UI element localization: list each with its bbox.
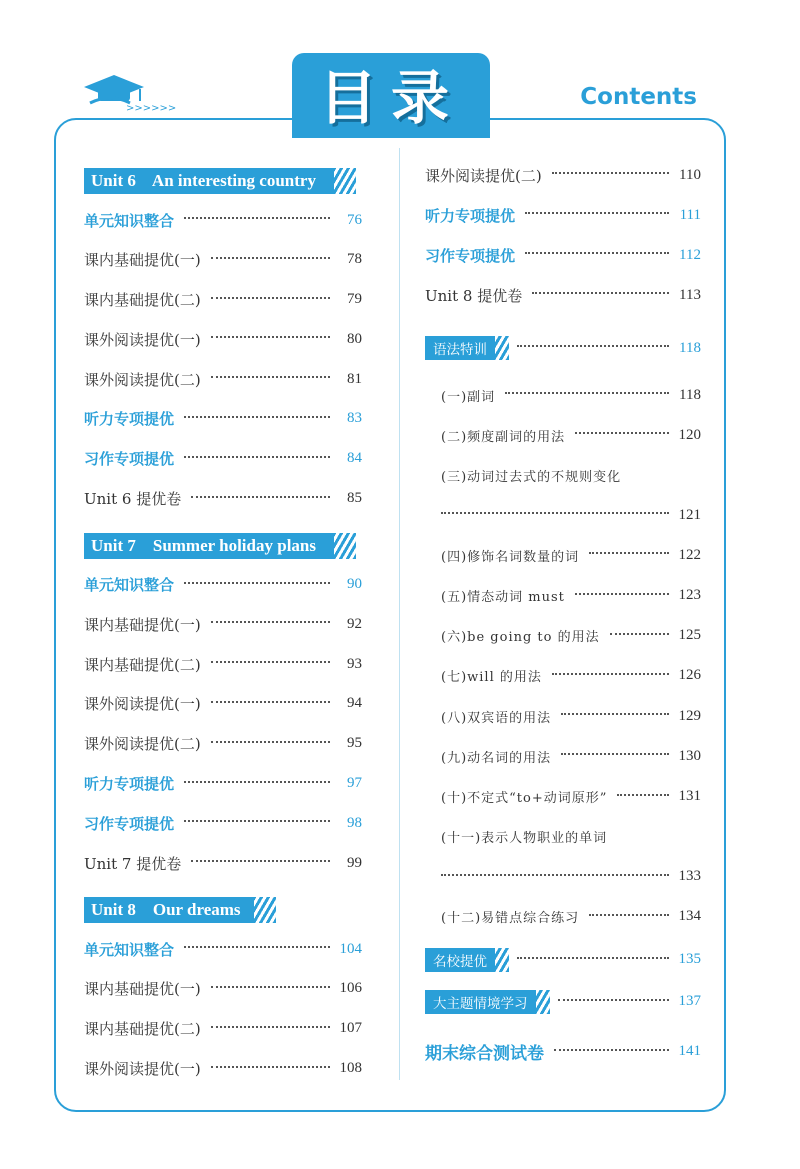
toc-entry-page: 107	[339, 1020, 362, 1037]
right-column	[425, 161, 701, 1067]
toc-entry[interactable]	[84, 809, 362, 837]
toc-entry-title: (九)动名词的用法	[441, 750, 552, 766]
leader-dots	[610, 633, 669, 635]
leader-dots	[184, 456, 330, 458]
toc-entry-page: 118	[679, 386, 701, 403]
toc-entry[interactable]	[84, 485, 362, 513]
toc-entry-page: 131	[678, 788, 701, 804]
unit-banner-label: Unit 7 Summer holiday plans	[84, 533, 334, 559]
toc-entry-page: 125	[678, 627, 701, 644]
toc-entry-page: 126	[678, 667, 701, 684]
toc-entry-title: 听力专项提优	[84, 775, 175, 794]
toc-entry-page: 129	[678, 707, 701, 724]
toc-entry[interactable]	[84, 325, 362, 353]
toc-entry-title: Unit 7 提优卷	[84, 854, 182, 873]
column-divider	[399, 148, 400, 1080]
toc-entry-page: 83	[347, 410, 362, 427]
toc-entry[interactable]	[441, 381, 701, 409]
toc-entry-title: 单元知识整合	[84, 211, 175, 230]
toc-entry[interactable]	[441, 582, 701, 610]
leader-dots	[505, 392, 669, 394]
toc-entry[interactable]	[84, 571, 362, 599]
toc-entry[interactable]	[84, 206, 362, 234]
toc-entry[interactable]	[441, 702, 701, 730]
toc-entry-page: 95	[347, 735, 362, 752]
toc-entry-page: 92	[347, 615, 362, 632]
toc-entry-title: (十一)表示人物职业的单词	[441, 831, 608, 847]
svg-text:>>>>>>: >>>>>>	[126, 103, 177, 114]
toc-entry[interactable]	[441, 742, 701, 770]
toc-entry-page: 108	[339, 1060, 362, 1077]
toc-entry-title: 习作专项提优	[84, 450, 175, 469]
section-tag: 名校提优	[425, 948, 495, 972]
leader-dots	[525, 252, 669, 254]
toc-entry[interactable]	[84, 975, 362, 1003]
toc-entry-title: (十)不定式“to+动词原形”	[441, 791, 608, 806]
leader-dots	[184, 946, 330, 948]
toc-entry[interactable]	[441, 622, 701, 650]
toc-entry-title: 课外阅读提优(一)	[84, 1060, 201, 1079]
toc-entry[interactable]	[84, 1015, 362, 1043]
toc-entry-title: (一)副词	[441, 389, 496, 405]
toc-entry-page: 111	[679, 206, 701, 223]
toc-entry[interactable]	[84, 610, 362, 638]
leader-dots	[211, 257, 330, 259]
toc-entry-page: 135	[678, 951, 701, 968]
toc-entry[interactable]	[84, 286, 362, 314]
toc-entry-page: 118	[679, 339, 701, 356]
toc-entry[interactable]	[441, 501, 701, 529]
toc-entry[interactable]	[425, 281, 701, 309]
toc-entry-page: 90	[347, 576, 362, 593]
toc-entry[interactable]	[84, 246, 362, 274]
toc-entry-page: 141	[678, 1043, 701, 1060]
leader-dots	[211, 297, 330, 299]
toc-entry-title: (八)双宾语的用法	[441, 710, 552, 726]
toc-entry[interactable]	[425, 161, 701, 189]
toc-entry[interactable]	[84, 445, 362, 473]
toc-entry-title-line	[441, 461, 701, 489]
leader-dots	[561, 753, 669, 755]
toc-entry[interactable]	[441, 421, 701, 449]
toc-entry[interactable]	[441, 662, 701, 690]
toc-entry-title: (三)动词过去式的不规则变化	[441, 469, 622, 485]
leader-dots	[517, 345, 669, 347]
toc-entry-page: 93	[347, 655, 362, 672]
leader-dots	[211, 1026, 330, 1028]
unit-banner-label: Unit 6 An interesting country	[84, 168, 334, 194]
toc-entry-title: 单元知识整合	[84, 576, 175, 595]
page-subtitle: Contents	[580, 84, 697, 110]
toc-entry-title: 听力专项提优	[84, 410, 175, 429]
toc-entry-title: (二)频度副词的用法	[441, 429, 566, 445]
toc-entry-title: 课内基础提优(一)	[84, 251, 201, 270]
extra-section[interactable]	[425, 945, 701, 975]
leader-dots	[441, 874, 669, 876]
toc-entry-title: 课内基础提优(二)	[84, 291, 201, 310]
toc-entry-title: 期末综合测试卷	[425, 1044, 544, 1065]
toc-entry-title: Unit 8 提优卷	[425, 286, 523, 305]
leader-dots	[589, 914, 669, 916]
leader-dots	[184, 820, 330, 822]
toc-entry-title: 课外阅读提优(二)	[425, 166, 542, 185]
toc-entry-page: 94	[347, 695, 362, 712]
toc-entry-title: Unit 6 提优卷	[84, 490, 182, 509]
leader-dots	[184, 582, 330, 584]
toc-entry[interactable]	[84, 849, 362, 877]
toc-entry-title: (五)情态动词 must	[441, 590, 565, 606]
leader-dots	[575, 432, 669, 434]
toc-entry-page: 98	[347, 814, 362, 831]
unit-banner-label: Unit 8 Our dreams	[84, 897, 254, 923]
toc-entry-title: 习作专项提优	[425, 246, 516, 265]
toc-entry-title: 课内基础提优(二)	[84, 1020, 201, 1039]
grammar-section-header[interactable]	[425, 333, 701, 363]
toc-entry-page: 85	[347, 490, 362, 507]
leader-dots	[617, 794, 669, 796]
toc-entry-page: 121	[678, 506, 701, 523]
leader-dots	[441, 512, 669, 514]
toc-entry-page: 80	[347, 330, 362, 347]
leader-dots	[558, 999, 670, 1001]
toc-entry[interactable]	[84, 650, 362, 678]
toc-entry[interactable]	[425, 241, 701, 269]
toc-entry-title: (七)will 的用法	[441, 670, 542, 686]
toc-entry-page: 106	[339, 980, 362, 997]
graduation-cap-logo	[80, 67, 177, 114]
toc-entry[interactable]	[84, 690, 362, 718]
leader-dots	[552, 673, 669, 675]
toc-entry-title: (四)修饰名词数量的词	[441, 549, 580, 565]
left-column	[84, 168, 362, 1103]
toc-entry-page: 97	[347, 775, 362, 792]
section-tag: 大主题情境学习	[425, 990, 536, 1014]
toc-entry[interactable]	[441, 903, 701, 931]
leader-dots	[184, 217, 330, 219]
toc-entry-page: 81	[347, 370, 362, 387]
toc-entry-page: 79	[347, 291, 362, 308]
toc-entry-title-line	[441, 823, 701, 851]
toc-entry-page: 123	[678, 587, 701, 604]
toc-entry-title: (十二)易错点综合练习	[441, 911, 580, 927]
toc-entry-page: 110	[679, 166, 701, 183]
unit-banner	[84, 533, 362, 559]
toc-entry-title: 课内基础提优(一)	[84, 980, 201, 999]
toc-entry-title: 课外阅读提优(二)	[84, 735, 201, 754]
leader-dots	[211, 661, 330, 663]
toc-entry[interactable]	[441, 863, 701, 891]
toc-entry-page: 134	[678, 908, 701, 925]
toc-entry-page: 104	[339, 940, 362, 957]
toc-entry-page: 112	[679, 246, 701, 263]
toc-entry-page: 78	[347, 251, 362, 268]
toc-entry-title: 课内基础提优(一)	[84, 615, 201, 634]
banner-stripes	[334, 533, 356, 559]
toc-entry-title: 听力专项提优	[425, 206, 516, 225]
toc-entry[interactable]	[425, 1037, 701, 1067]
toc-entry[interactable]	[84, 770, 362, 798]
toc-entry-title: 课外阅读提优(一)	[84, 330, 201, 349]
toc-entry-page: 122	[678, 546, 701, 563]
page-title: 目录	[318, 64, 463, 132]
leader-dots	[561, 713, 669, 715]
unit-banner	[84, 897, 362, 923]
leader-dots	[184, 781, 330, 783]
leader-dots	[517, 957, 669, 959]
leader-dots	[525, 212, 669, 214]
toc-entry[interactable]	[84, 730, 362, 758]
toc-entry-page: 137	[678, 993, 701, 1010]
leader-dots	[554, 1049, 669, 1051]
toc-entry[interactable]	[425, 201, 701, 229]
toc-entry-title: 课外阅读提优(一)	[84, 695, 201, 714]
leader-dots	[589, 552, 669, 554]
leader-dots	[552, 172, 669, 174]
leader-dots	[191, 860, 330, 862]
toc-entry[interactable]	[441, 541, 701, 569]
leader-dots	[191, 496, 330, 498]
toc-entry-page: 120	[678, 426, 701, 443]
toc-entry[interactable]	[84, 365, 362, 393]
toc-entry-title: 课内基础提优(二)	[84, 655, 201, 674]
toc-entry[interactable]	[84, 935, 362, 963]
banner-stripes	[334, 168, 356, 194]
toc-entry[interactable]	[84, 405, 362, 433]
banner-stripes	[254, 897, 276, 923]
unit-banner	[84, 168, 362, 194]
toc-entry-title: 单元知识整合	[84, 940, 175, 959]
leader-dots	[184, 416, 330, 418]
toc-entry-page: 76	[347, 211, 362, 228]
leader-dots	[211, 621, 330, 623]
leader-dots	[211, 741, 330, 743]
toc-entry-page: 113	[679, 286, 701, 303]
section-tag: 语法特训	[425, 336, 495, 360]
leader-dots	[211, 701, 330, 703]
toc-entry-page: 99	[347, 854, 362, 871]
leader-dots	[211, 986, 330, 988]
grammar-list	[425, 381, 701, 931]
leader-dots	[532, 292, 669, 294]
extra-section[interactable]	[425, 987, 701, 1017]
leader-dots	[211, 336, 330, 338]
toc-entry[interactable]	[84, 1055, 362, 1083]
toc-entry-page: 133	[678, 868, 701, 885]
leader-dots	[211, 376, 330, 378]
toc-entry-title: 课外阅读提优(二)	[84, 370, 201, 389]
toc-entry-page: 130	[678, 747, 701, 764]
toc-entry[interactable]	[441, 783, 701, 811]
toc-entry-title: (六)be going to 的用法	[441, 630, 600, 646]
toc-entry-title: 习作专项提优	[84, 814, 175, 833]
toc-entry-page: 84	[347, 450, 362, 467]
leader-dots	[211, 1066, 330, 1068]
leader-dots	[575, 593, 669, 595]
